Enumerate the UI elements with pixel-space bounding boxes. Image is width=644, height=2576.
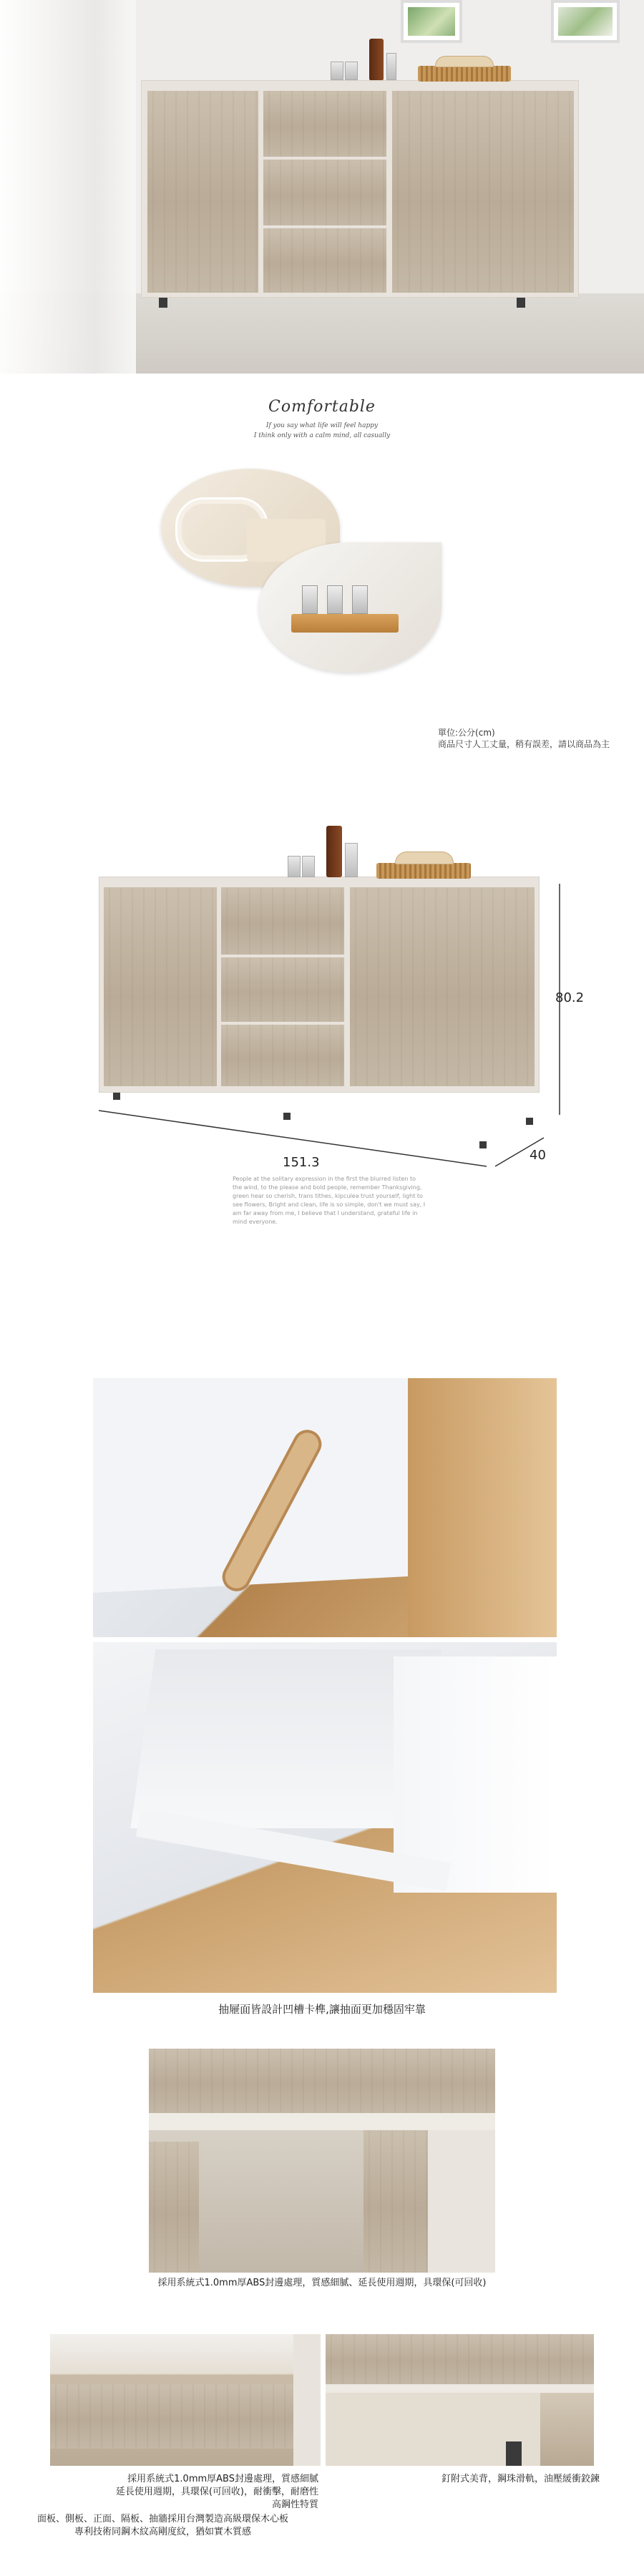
comfortable-line-1: If you say what life will feel happy [265,422,379,429]
comfortable-title: Comfortable [268,398,376,416]
height-dimension: 80.2 [555,990,585,1005]
drawer-top [263,91,386,157]
jar-icon [386,53,396,80]
size-disclaimer: 商品尺寸人工丈量，稍有誤差，請以商品為主 [438,739,610,749]
jars-tray-photo [259,542,441,673]
bottom-left-caption-3: 高鋼性特質 [271,2499,318,2510]
bottom-left-caption-1: 採用系統式1.0mm厚ABS封邊處理，質感細膩 [127,2474,318,2484]
jar-icon [345,62,358,80]
jar-icon [331,62,343,80]
hero-photo [0,0,644,374]
wall-art-icon [551,0,620,43]
sideboard [141,80,579,298]
drawer-bottom [263,228,386,293]
edge-banding-photo [149,2049,495,2273]
bottle-icon [369,39,384,80]
comfortable-line-2: I think only with a calm mind, all casually [253,432,391,439]
bottom-left-caption-5: 專利技術同鋼木紋高剛度紋，猶如實木質感 [74,2527,251,2537]
bottom-right-caption: 釘附式美背，鋼珠滑軌，油壓緩衝鉸鍊 [441,2474,600,2484]
basket-icon [418,66,511,82]
abs-caption: 採用系統式1.0mm厚ABS封邊處理，質感細膩、延長使用週期，具環保(可回收) [157,2278,487,2288]
groove-caption: 抽屜面皆設計凹槽卡榫,讓抽面更加穩固牢靠 [218,2003,426,2016]
leg [517,298,525,308]
left-door [147,91,258,293]
bottom-left-caption-4: 面板、側板、正面、隔板、抽牆採用台灣製造高級環保木心板 [36,2514,288,2524]
intro-paragraph: People at the solitary expression in the first the blurred listen to the wind, to the please and bold people, remember Thanksgiving, green hear so cherish, trans tithes, kipculea trust yourself, light to see flowers, Bright and clean, life is so simple, don't we must say, I am far away from me, I believe that I understand, grateful life in mind everyone. [233,1176,426,1225]
drawer-bottom-photo [93,1642,557,1993]
leg [159,298,167,308]
right-door [392,91,574,293]
bottom-left-caption-2: 延長使用週期，具環保(可回收)，耐衝擊，耐磨性 [115,2487,318,2497]
sideboard-leg-photo [326,2334,594,2466]
drawer-corner-photo [50,2334,321,2466]
width-dimension: 151.3 [283,1155,320,1170]
dimension-lines [0,844,644,1188]
drawer-middle [263,160,386,225]
depth-dimension: 40 [530,1148,546,1163]
curtain [0,0,136,374]
unit-note: 單位:公分(cm) [438,728,495,738]
wall-art-icon [401,0,462,43]
basket-lid [435,56,494,67]
drawer-groove-photo [93,1378,557,1637]
